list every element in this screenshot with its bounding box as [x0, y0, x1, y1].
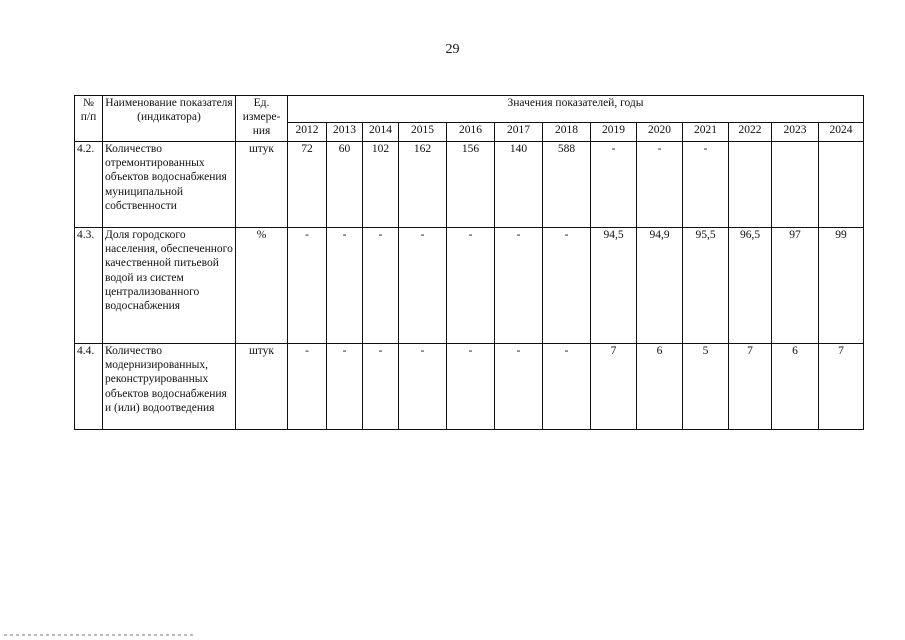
value-cell: 99 — [819, 228, 864, 344]
value-cell: - — [399, 344, 447, 430]
value-cell: - — [363, 228, 399, 344]
year-2019: 2019 — [591, 123, 637, 142]
value-cell: 5 — [683, 344, 729, 430]
header-name: Наименование показателя (индикатора) — [103, 96, 236, 142]
header-row-top — [75, 96, 864, 123]
header-unit: Ед. измере-ния — [236, 96, 288, 142]
value-cell: - — [591, 142, 637, 228]
value-cell: 7 — [591, 344, 637, 430]
row-num: 4.2. — [75, 142, 103, 228]
value-cell: - — [543, 344, 591, 430]
value-cell: - — [327, 228, 363, 344]
scan-artifact-line — [4, 634, 194, 636]
year-2018: 2018 — [543, 123, 591, 142]
value-cell — [729, 142, 772, 228]
value-cell: 94,9 — [637, 228, 683, 344]
value-cell: 7 — [729, 344, 772, 430]
value-cell: - — [363, 344, 399, 430]
page-number: 29 — [445, 42, 460, 57]
row-name: Количество модернизированных, реконструированных объектов водоснабжения и (или) водоотведения — [103, 344, 236, 430]
value-cell: - — [543, 228, 591, 344]
value-cell: - — [399, 228, 447, 344]
value-cell: 60 — [327, 142, 363, 228]
year-2016: 2016 — [447, 123, 495, 142]
row-name: Количество отремонтированных объектов водоснабжения муниципальной собственности — [103, 142, 236, 228]
row-name: Доля городского населения, обеспеченного качественной питьевой водой из систем централизованного водоснабжения — [103, 228, 236, 344]
value-cell: 6 — [772, 344, 819, 430]
value-cell: - — [288, 344, 327, 430]
year-2024: 2024 — [819, 123, 864, 142]
header-values-title: Значения показателей, годы — [288, 96, 864, 123]
value-cell: 156 — [447, 142, 495, 228]
value-cell: - — [447, 228, 495, 344]
year-2022: 2022 — [729, 123, 772, 142]
year-2012: 2012 — [288, 123, 327, 142]
year-2014: 2014 — [363, 123, 399, 142]
indicators-table — [74, 95, 864, 430]
value-cell: - — [495, 228, 543, 344]
value-cell: 72 — [288, 142, 327, 228]
value-cell: 588 — [543, 142, 591, 228]
value-cell: 94,5 — [591, 228, 637, 344]
value-cell: 95,5 — [683, 228, 729, 344]
table-row — [75, 142, 864, 228]
header-num: № п/п — [75, 96, 103, 142]
value-cell: 102 — [363, 142, 399, 228]
year-2021: 2021 — [683, 123, 729, 142]
row-unit: штук — [236, 344, 288, 430]
value-cell: 96,5 — [729, 228, 772, 344]
year-2020: 2020 — [637, 123, 683, 142]
row-unit: штук — [236, 142, 288, 228]
value-cell: - — [637, 142, 683, 228]
value-cell: 7 — [819, 344, 864, 430]
value-cell: - — [495, 344, 543, 430]
value-cell: 6 — [637, 344, 683, 430]
row-unit: % — [236, 228, 288, 344]
value-cell — [819, 142, 864, 228]
table-row — [75, 228, 864, 344]
value-cell: - — [447, 344, 495, 430]
year-2013: 2013 — [327, 123, 363, 142]
value-cell: 162 — [399, 142, 447, 228]
value-cell: - — [683, 142, 729, 228]
row-num: 4.4. — [75, 344, 103, 430]
value-cell — [772, 142, 819, 228]
year-2017: 2017 — [495, 123, 543, 142]
value-cell: 140 — [495, 142, 543, 228]
row-num: 4.3. — [75, 228, 103, 344]
value-cell: - — [288, 228, 327, 344]
value-cell: 97 — [772, 228, 819, 344]
table-row — [75, 344, 864, 430]
value-cell: - — [327, 344, 363, 430]
year-2023: 2023 — [772, 123, 819, 142]
year-2015: 2015 — [399, 123, 447, 142]
